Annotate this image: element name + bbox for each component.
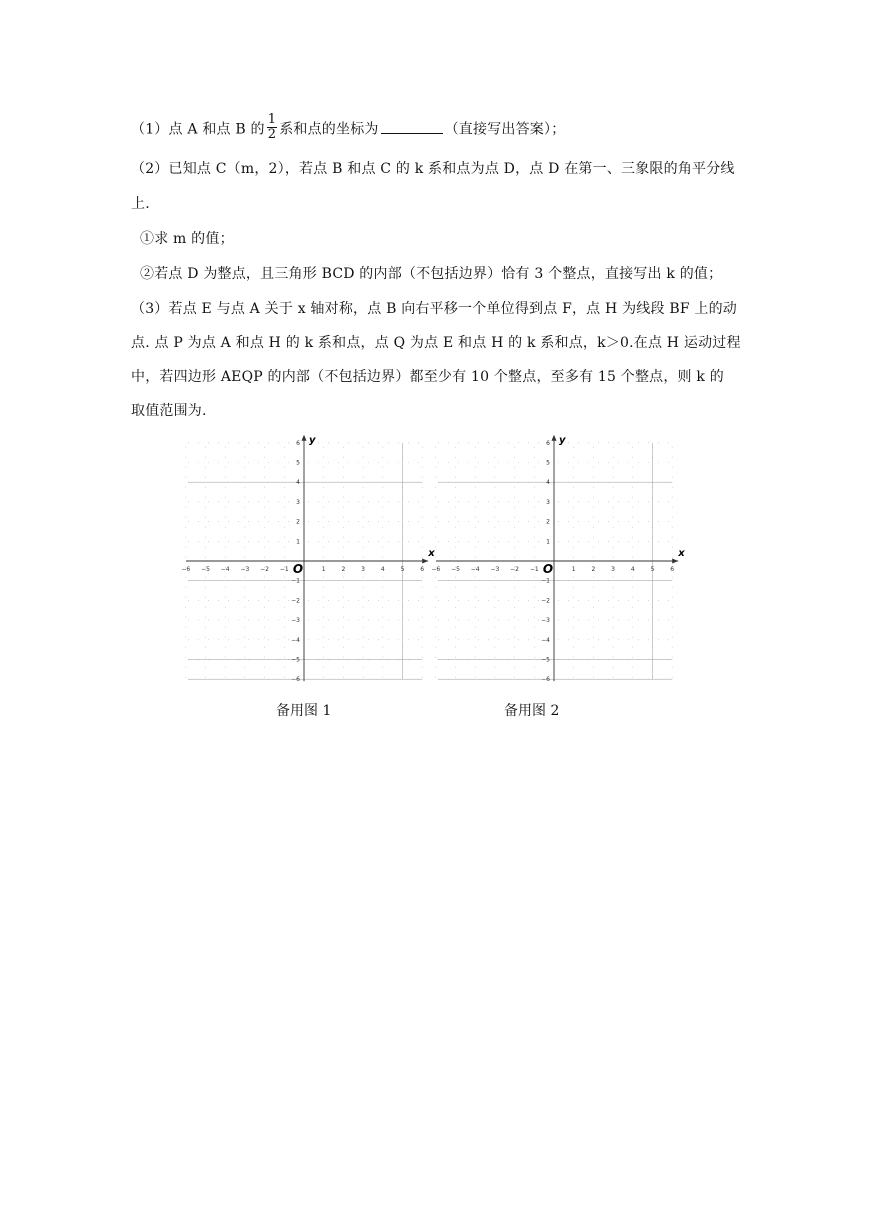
y-tick-label: 6 (296, 439, 300, 447)
x-tick-label: 5 (650, 566, 655, 573)
y-tick-label: −1 (291, 577, 300, 585)
question-1 (131, 112, 566, 144)
x-tick-label: 4 (380, 566, 385, 573)
y-tick-label: 5 (296, 459, 300, 467)
q1-text-mid: 系和点的坐标为 (279, 121, 379, 138)
x-tick-label: 3 (611, 566, 616, 573)
x-axis-label: x (428, 548, 435, 559)
question-3-line-4: 取值范围为. (131, 403, 207, 419)
y-tick-label: −4 (541, 636, 550, 644)
q1-text-end: （直接写出答案）； (444, 121, 566, 138)
x-tick-label: −3 (490, 566, 500, 573)
question-3-line-1: （3）若点 E 与点 A 关于 x 轴对称，点 B 向右平移一个单位得到点 F，点 H 为线段 BF 上的动 (131, 301, 737, 317)
y-tick-label: 1 (546, 538, 550, 546)
x-tick-label: 6 (670, 566, 675, 573)
x-tick-label: 4 (630, 566, 635, 573)
y-tick-label: 5 (546, 459, 550, 467)
y-tick-label: −5 (291, 656, 300, 664)
y-tick-label: −4 (291, 636, 300, 644)
x-tick-label: −2 (510, 566, 520, 573)
fraction-denominator: 2 (267, 127, 277, 142)
y-axis-arrow (302, 435, 307, 441)
coordinate-grid-1 (181, 428, 435, 688)
origin-label: O (542, 562, 554, 576)
x-tick-label: 2 (591, 566, 596, 573)
question-2-line-3: ①求 m 的值； (140, 231, 234, 247)
y-tick-label: −3 (541, 617, 550, 625)
x-tick-label: −4 (220, 566, 230, 573)
y-tick-label: 2 (546, 518, 550, 526)
x-tick-label: −4 (470, 566, 480, 573)
x-tick-label: 1 (571, 566, 576, 573)
x-axis-arrow (422, 559, 428, 564)
question-2-line-1: （2）已知点 C（m，2），若点 B 和点 C 的 k 系和点为点 D，点 D 在第一、三象限的角平分线 (131, 161, 735, 177)
y-tick-label: 6 (546, 439, 550, 447)
y-tick-label: 1 (296, 538, 300, 546)
y-tick-label: 3 (546, 498, 550, 506)
x-tick-label: 5 (400, 566, 405, 573)
figure-caption-1: 备用图 1 (276, 703, 332, 719)
y-tick-label: −2 (541, 597, 550, 605)
q1-text-start: （1）点 A 和点 B 的 (131, 121, 265, 138)
answer-blank (381, 121, 443, 134)
origin-label: O (292, 562, 304, 576)
figure-caption-2: 备用图 2 (504, 703, 560, 719)
x-tick-label: −5 (451, 566, 460, 573)
x-tick-label: 2 (341, 566, 346, 573)
x-tick-label: −6 (431, 566, 441, 573)
y-tick-label: −2 (291, 597, 300, 605)
grid-group (431, 435, 685, 683)
x-tick-label: −2 (260, 566, 270, 573)
x-tick-label: −1 (529, 566, 539, 573)
y-tick-label: −3 (291, 617, 300, 625)
y-axis-label: y (559, 434, 566, 446)
fraction (267, 113, 277, 142)
y-tick-label: 4 (296, 479, 300, 487)
y-axis-arrow (552, 435, 557, 441)
grid-group (181, 435, 435, 683)
x-tick-label: 3 (361, 566, 366, 573)
x-tick-label: −3 (240, 566, 250, 573)
y-tick-label: −6 (541, 676, 550, 684)
x-tick-label: 6 (420, 566, 425, 573)
y-axis-label: y (309, 434, 316, 446)
y-tick-label: 4 (546, 479, 550, 487)
coordinate-grid-2 (431, 428, 685, 688)
x-tick-label: −5 (201, 566, 210, 573)
y-tick-label: −1 (541, 577, 550, 585)
y-tick-label: −5 (541, 656, 550, 664)
y-tick-label: −6 (291, 676, 300, 684)
y-tick-label: 3 (296, 498, 300, 506)
x-tick-label: −6 (181, 566, 191, 573)
fraction-numerator: 1 (267, 112, 277, 127)
y-tick-label: 2 (296, 518, 300, 526)
x-axis-arrow (672, 559, 678, 564)
question-3-line-2: 点. 点 P 为点 A 和点 H 的 k 系和点，点 Q 为点 E 和点 H 的 k 系和点，k＞0.在点 H 运动过程 (131, 335, 741, 351)
question-2-line-4: ②若点 D 为整点，且三角形 BCD 的内部（不包括边界）恰有 3 个整点，直接写出 k 的值； (140, 266, 723, 282)
x-tick-label: −1 (279, 566, 289, 573)
question-3-line-3: 中，若四边形 AEQP 的内部（不包括边界）都至少有 10 个整点，至多有 15 个整点，则 k 的 (131, 369, 724, 385)
x-tick-label: 1 (321, 566, 326, 573)
question-2-line-2: 上. (131, 196, 150, 212)
x-axis-label: x (678, 548, 685, 559)
